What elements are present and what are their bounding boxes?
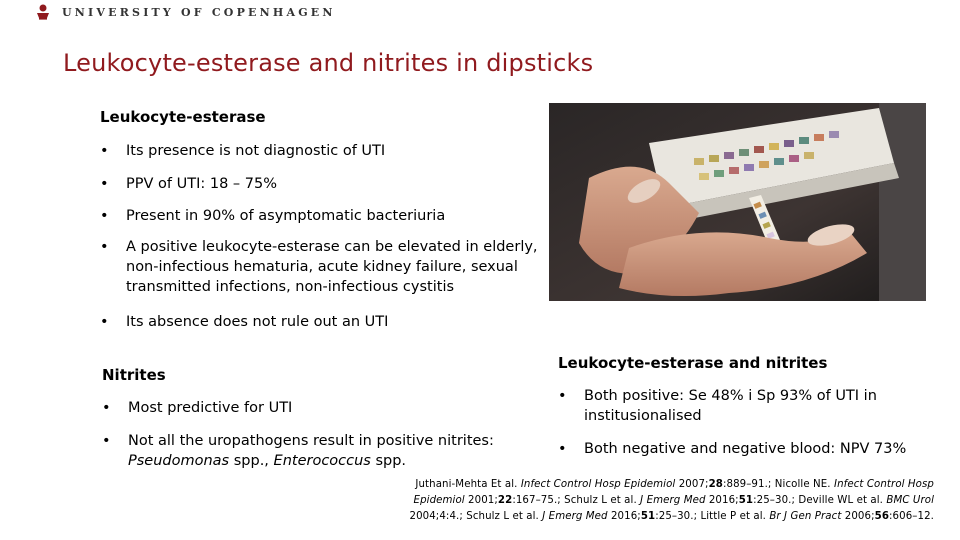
bullet-icon: • (100, 239, 109, 255)
list-item: • Its absence does not rule out an UTI (100, 314, 389, 330)
list-item: • PPV of UTI: 18 – 75% (100, 176, 277, 192)
combined-heading: Leukocyte-esterase and nitrites (558, 354, 828, 372)
list-item: • Its presence is not diagnostic of UTI (100, 143, 386, 159)
list-item: • Both positive: Se 48% i Sp 93% of UTI in institusionalised (558, 388, 877, 424)
references: Juthani-Mehta Et al. Infect Control Hosp Epidemiol 2007;28:889–91.; Nicolle NE. Infect Control Hosp Epidemiol 2001;22:167–75.; Schulz L et al. J Emerg Med 2016;51:25–30.; Deville WL et al. BMC Urol 2004;4:4.; Schulz L et al. J Emerg Med 2016;51:25–30.; Little P et al. Br J Gen Pract 2006;56:606–12. (409, 479, 934, 522)
bullet-icon: • (100, 176, 109, 192)
bullet-icon: • (100, 143, 109, 159)
list-item: • Both negative and negative blood: NPV 73% (558, 441, 907, 457)
bullet-icon: • (100, 314, 109, 330)
crown-icon (36, 4, 50, 20)
bullet-icon: • (102, 433, 111, 449)
bullet-icon: • (558, 441, 567, 457)
nitrites-heading: Nitrites (102, 366, 166, 384)
slide-title: Leukocyte-esterase and nitrites in dipsticks (63, 49, 594, 77)
bullet-icon: • (100, 208, 109, 224)
list-item: • Most predictive for UTI (102, 400, 293, 416)
list-item: • Not all the uropathogens result in positive nitrites: Pseudomonas spp., Enterococcus spp. (102, 433, 494, 469)
bullet-icon: • (558, 388, 567, 404)
bullet-icon: • (102, 400, 111, 416)
list-item: • Present in 90% of asymptomatic bacteriuria (100, 208, 446, 224)
urine-dipstick-photo (549, 103, 926, 301)
le-heading: Leukocyte-esterase (100, 108, 266, 126)
list-item: • A positive leukocyte-esterase can be elevated in elderly, non-infectious hematuria, acute kidney failure, sexual transmitted infections, non-infectious cystitis (100, 239, 538, 295)
university-logo (36, 4, 336, 20)
university-name: UNIVERSITY OF COPENHAGEN (62, 5, 336, 19)
